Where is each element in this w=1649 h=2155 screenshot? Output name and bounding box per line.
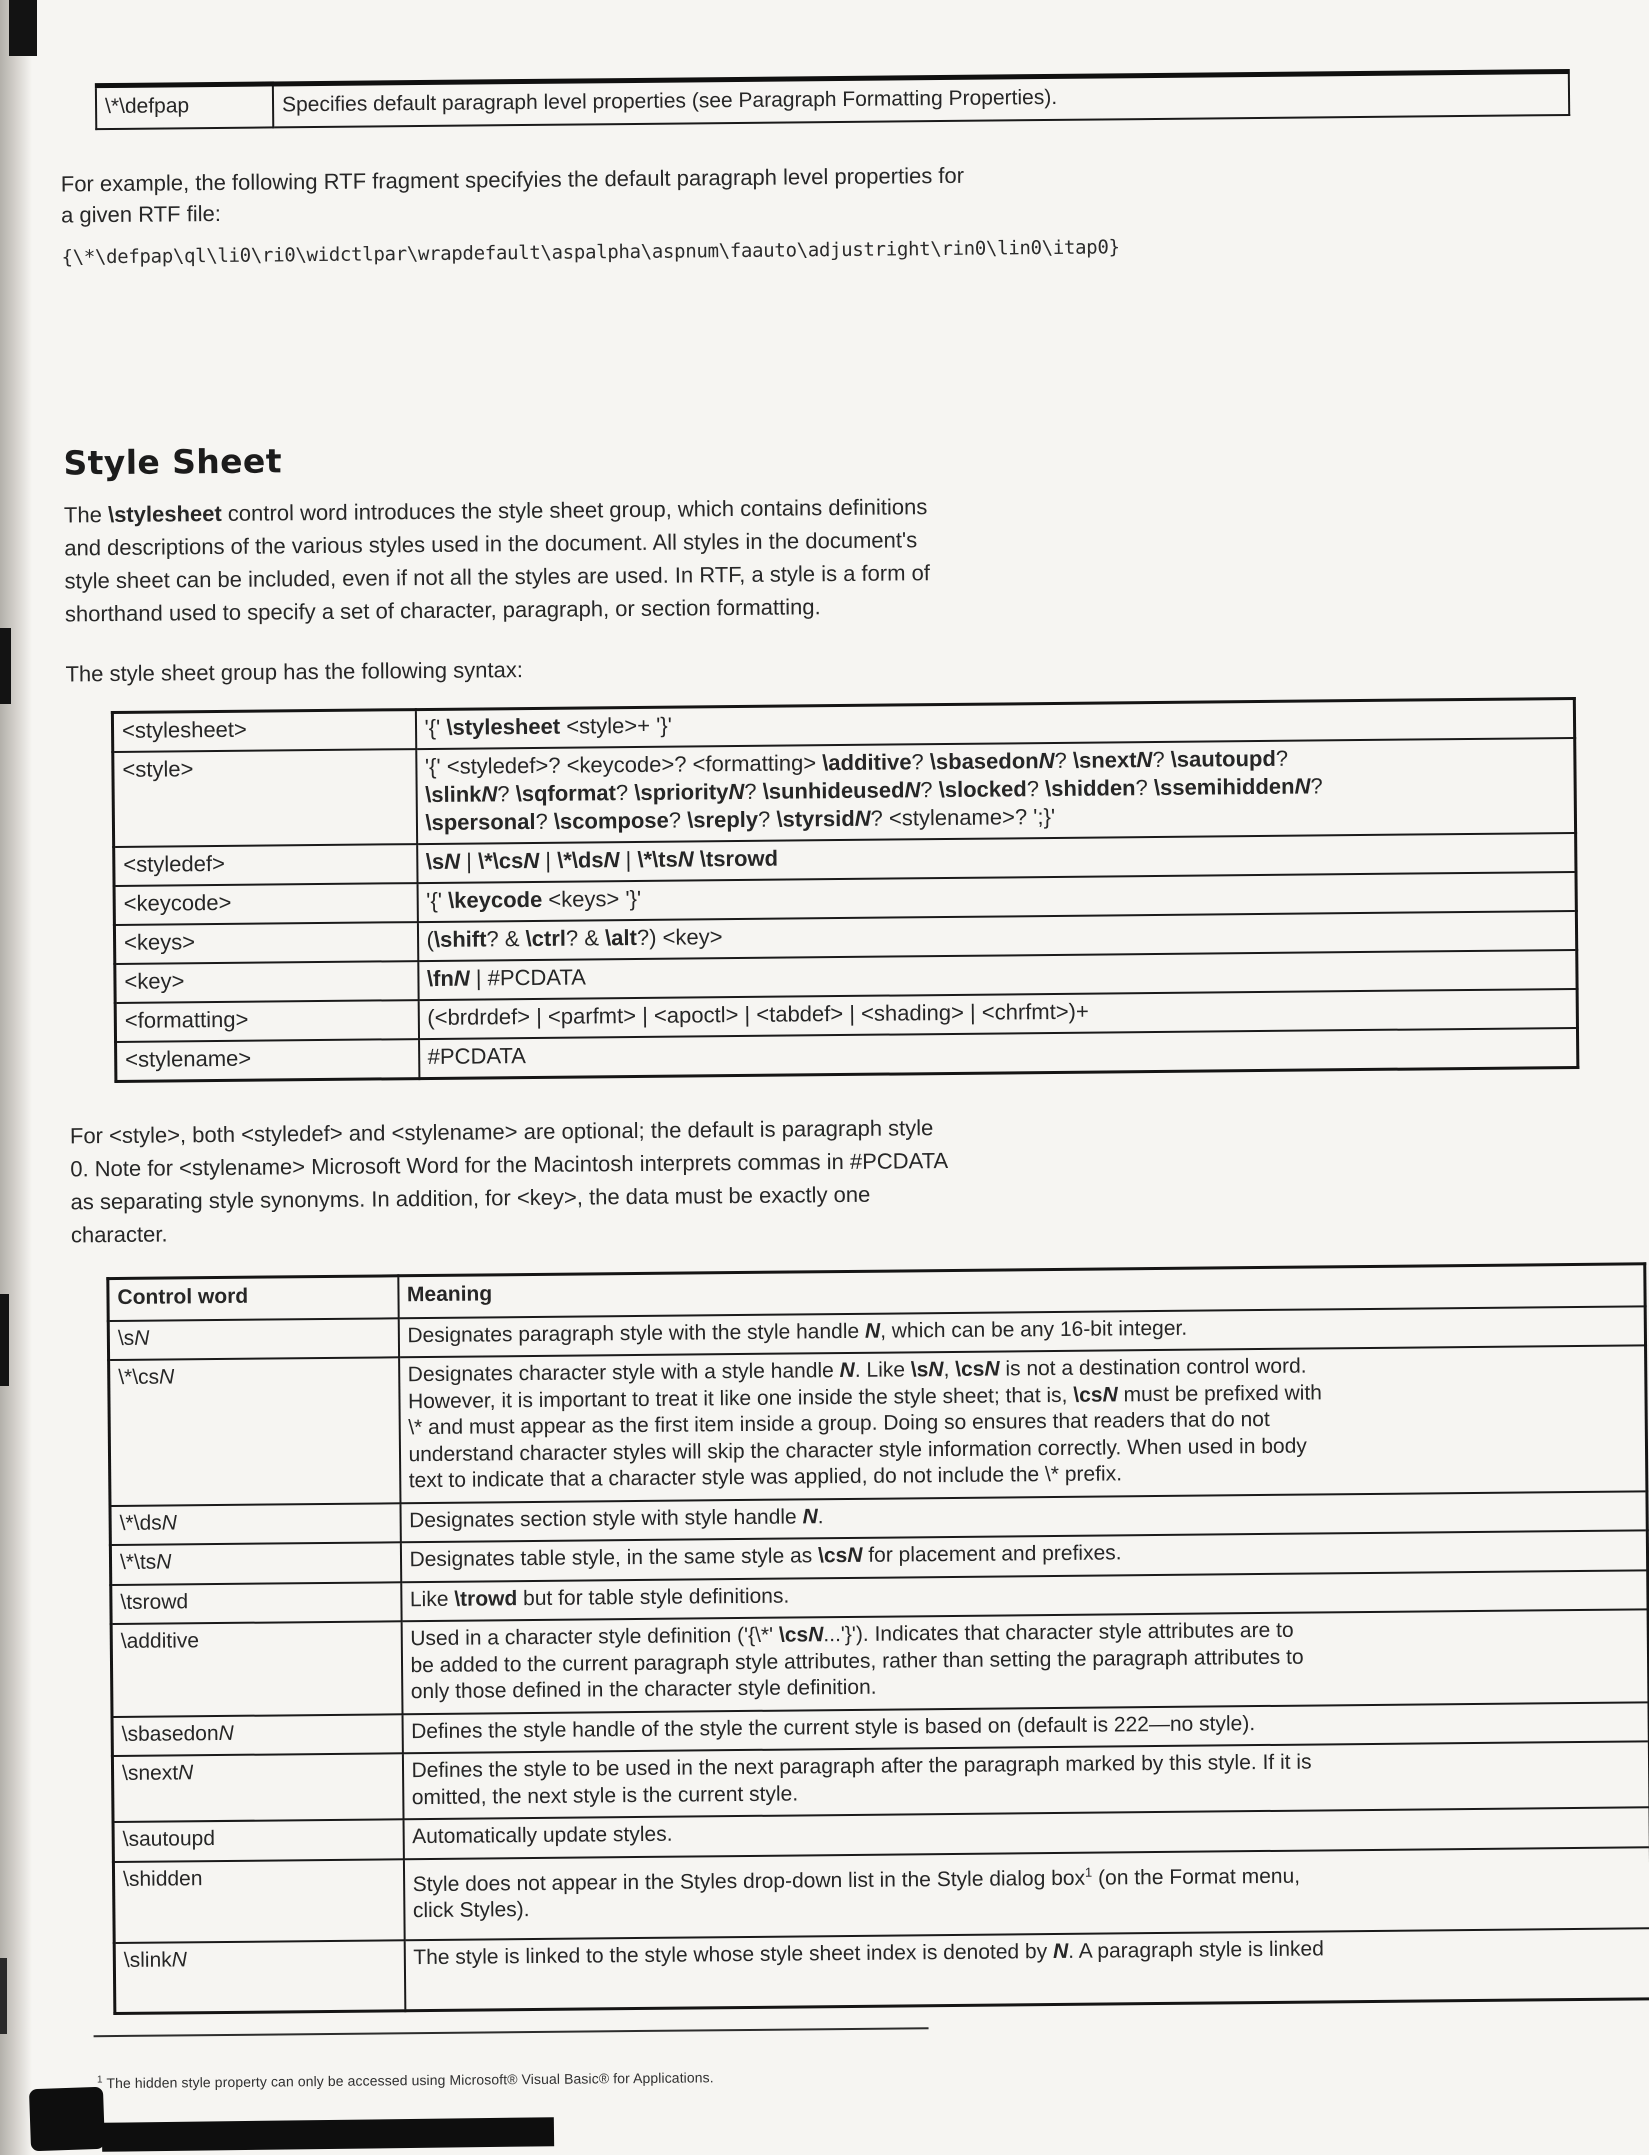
syntax-term-cell: <keys> [114, 922, 417, 964]
footnote-separator-rule [94, 2027, 929, 2037]
syntax-term-cell: <formatting> [115, 1000, 418, 1042]
scan-artifact-bottom-bar [102, 2117, 554, 2152]
syntax-def-cell: '{' \stylesheet <style>+ '}' [415, 698, 1574, 749]
syntax-def-cell: \fnN | #PCDATA [418, 950, 1577, 1000]
control-word-cell: \sN [108, 1318, 398, 1360]
syntax-def-cell: '{' \keycode <keys> '}' [417, 872, 1576, 922]
footnote-text: $^1$ The hidden style property can only be accessed using Microsoft® Visual Basic® for Applications. [96, 2069, 714, 2092]
control-word-cell: \*\tsN [110, 1542, 400, 1584]
meaning-cell: Designates character style with a style handle N. Like \sN, \csN is not a destination control word. However, it is important to treat it like one inside the style sheet; that is, \csN must be prefixed with \* and must appear as the first item inside a group. Doing so ensures that readers that do not understand character styles will skip the character style information correctly. When used in body text to indicate that a character style was applied, do not include the \* prefix. [399, 1345, 1647, 1502]
control-word-cell: \*\defpap [96, 84, 273, 129]
syntax-term-cell: <key> [115, 961, 418, 1003]
table-row [113, 738, 1576, 847]
table-row [96, 71, 1569, 129]
control-word-header: Control word [108, 1276, 398, 1321]
control-word-cell: \shidden [113, 1859, 404, 1943]
scan-artifact-top-left [9, 0, 37, 56]
example-paragraph: For example, the following RTF fragment specifyies the default paragraph level properties for a given RTF file: [60, 162, 965, 228]
scan-artifact-bottom-left-blob [29, 2087, 105, 2152]
control-word-cell: \*\csN [109, 1357, 400, 1505]
table-row [113, 1847, 1649, 1943]
syntax-def-cell: '{' <styledef>? <keycode>? <formatting> \additive? \sbasedonN? \snextN? \sautoupd? \slinkN? \sqformat? \spriorityN? \sunhideusedN? \slocked? \shidden? \ssemihiddenN? \spersonal? \scompose? \sreply? \styrsidN? <stylename>? ';}' [416, 738, 1576, 844]
meaning-cell: Used in a character style definition ('{\*' \csN...'}'). Indicates that character style attributes are to be added to the current paragraph style attributes, rather than setting the paragraph attributes to only those defined in the character style definition. [401, 1609, 1649, 1713]
meaning-cell: Designates section style with style handle N. [400, 1491, 1647, 1542]
style-optional-paragraph: For <style>, both <styledef> and <stylename> are optional; the default is paragraph style 0. Note for <stylename> Microsoft Word for the Macintosh interprets commas in #PCDATA as separating style synonyms. In addition, for <key>, the data must be exactly one character. [69, 1115, 949, 1248]
syntax-def-cell: (\shift? & \ctrl? & \alt?) <key> [417, 911, 1576, 961]
syntax-term-cell: <stylename> [116, 1039, 419, 1081]
scan-artifact-left-tick-1 [0, 628, 11, 704]
control-word-cell: \tsrowd [111, 1582, 401, 1624]
control-word-cell: \slinkN [114, 1940, 405, 2014]
continued-control-word-table [95, 69, 1570, 130]
meaning-cell: Defines the style to be used in the next paragraph after the paragraph marked by this style. If it is omitted, the next style is the current style. [402, 1741, 1649, 1819]
syntax-term-cell: <style> [113, 749, 417, 847]
scan-artifact-left-tick-2 [0, 1294, 9, 1386]
syntax-term-cell: <stylesheet> [112, 710, 415, 752]
syntax-term-cell: <styledef> [114, 844, 417, 886]
control-word-cell: \sbasedonN [112, 1714, 402, 1756]
syntax-def-cell: \sN | \*\csN | \*\dsN | \*\tsN \tsrowd [417, 833, 1576, 883]
stylesheet-intro-paragraph: The \stylesheet control word introduces the style sheet group, which contains definitions and descriptions of the various styles used in the document. All styles in the document's style sheet can be included, even if not all the styles are used. In RTF, a style is a form of shorthand used to specify a set of character, paragraph, or section formatting. [63, 494, 931, 627]
scan-artifact-left-tick-3 [0, 1958, 7, 2034]
section-heading: Style Sheet [63, 441, 283, 483]
meaning-cell: Automatically update styles. [403, 1807, 1649, 1858]
table-row [111, 1609, 1649, 1716]
meaning-cell: Style does not appear in the Styles drop-down list in the Style dialog box$^1$ (on the Format menu, click Styles). [403, 1847, 1649, 1940]
meaning-cell: Specifies default paragraph level properties (see Paragraph Formatting Properties). [273, 71, 1569, 127]
syntax-term-cell: <keycode> [114, 883, 417, 925]
meaning-cell: The style is linked to the style whose style sheet index is denoted by N. A paragraph style is linked [404, 1928, 1649, 2011]
meaning-header: Meaning [398, 1264, 1645, 1318]
table-row [109, 1345, 1647, 1505]
table-row [114, 1928, 1649, 2014]
control-word-cell: \snextN [112, 1753, 403, 1822]
syntax-def-cell: #PCDATA [419, 1028, 1578, 1079]
rtf-code-fragment: {\*\defpap\ql\li0\ri0\widctlpar\wrapdefault\aspalpha\aspnum\faauto\adjustright\rin0\lin0\itap0} [61, 236, 1120, 269]
control-word-cell: \sautoupd [113, 1819, 403, 1861]
syntax-lead-paragraph: The style sheet group has the following syntax: [65, 657, 523, 687]
meaning-cell: Like \trowd but for table style definitions. [401, 1570, 1648, 1621]
syntax-def-cell: (<brdrdef> | <parfmt> | <apoctl> | <tabdef> | <shading> | <chrfmt>)+ [418, 989, 1577, 1039]
control-word-cell: \*\dsN [110, 1503, 400, 1545]
meaning-cell: Designates paragraph style with the style handle N, which can be any 16-bit integer. [398, 1306, 1645, 1357]
meaning-cell: Designates table style, in the same style as \csN for placement and prefixes. [400, 1530, 1647, 1581]
stylesheet-syntax-table [111, 697, 1580, 1083]
meaning-cell: Defines the style handle of the style the current style is based on (default is 222—no style). [402, 1702, 1649, 1753]
control-word-cell: \additive [111, 1621, 402, 1716]
control-word-meaning-table [106, 1262, 1649, 2015]
